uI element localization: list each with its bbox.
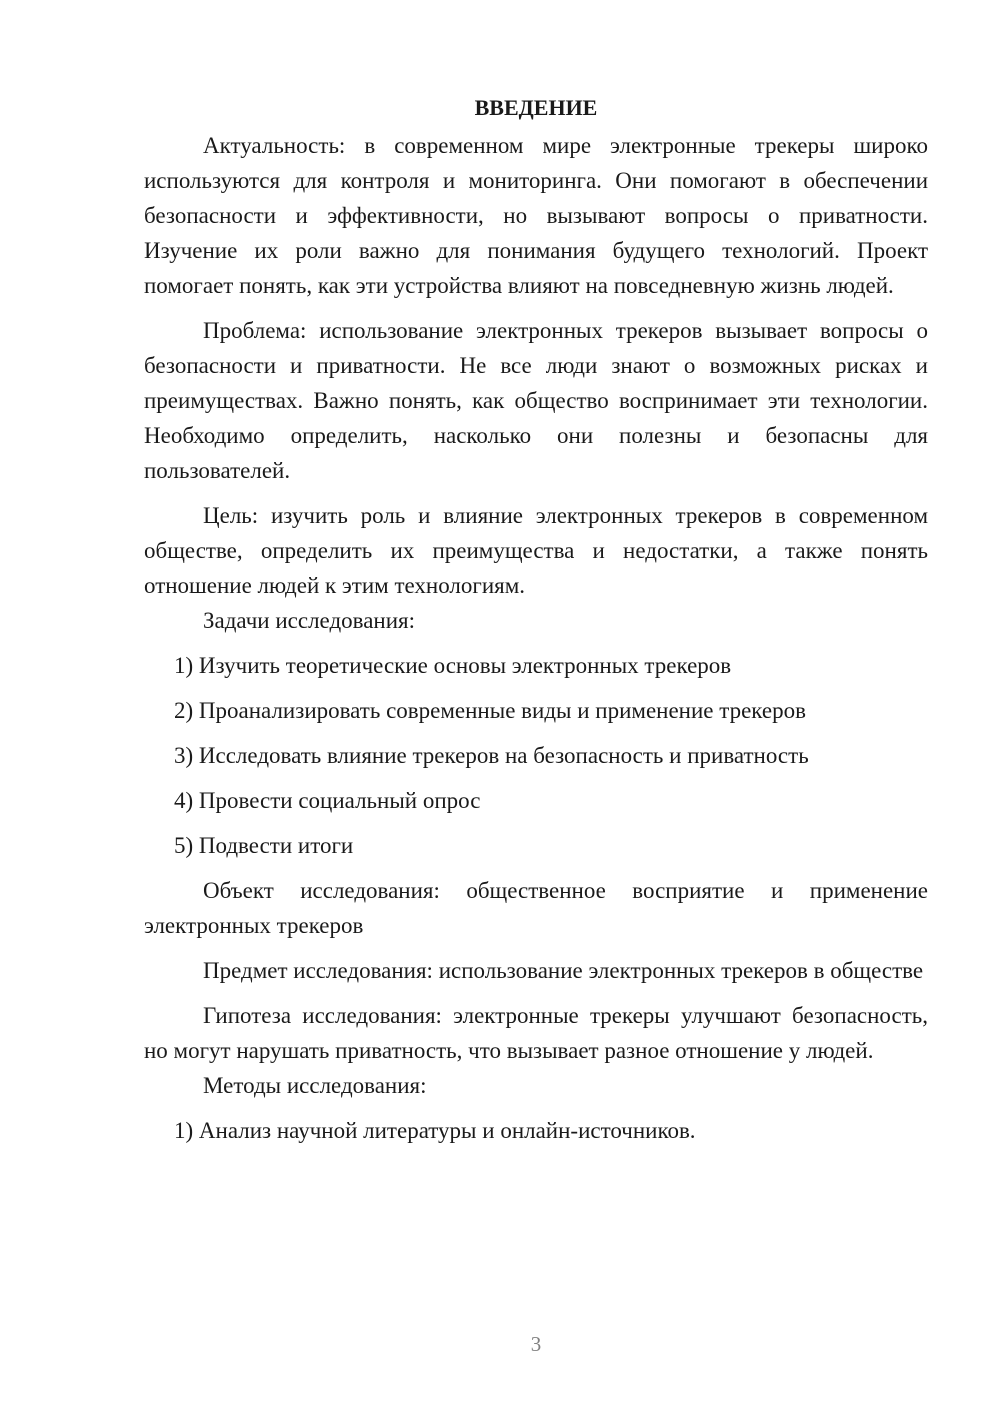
list-item: 3) Исследовать влияние трекеров на безопасность и приватность	[174, 743, 809, 768]
tasks-label: Задачи исследования:	[203, 608, 416, 633]
list-item: 1) Анализ научной литературы и онлайн-источников.	[174, 1118, 696, 1143]
list-item: 4) Провести социальный опрос	[174, 788, 481, 813]
list-item: 2) Проанализировать современные виды и применение трекеров	[174, 698, 806, 723]
subject-paragraph: Предмет исследования: использование электронных трекеров в обществе	[203, 958, 924, 983]
methods-label: Методы исследования:	[203, 1073, 427, 1098]
list-item: 1) Изучить теоретические основы электронных трекеров	[174, 653, 732, 678]
problem-paragraph: Проблема: использование электронных трекеров вызывает вопросы о безопасности и приватности. Не все люди знают о возможных рисках и преимуществах. Важно понять, как общество воспринимает эти технологии. Необходимо определить, насколько они полезны и безопасны для пользователей.	[144, 318, 928, 483]
section-heading: ВВЕДЕНИЕ	[474, 95, 598, 120]
object-paragraph: Объект исследования: общественное восприятие и применение электронных трекеров	[144, 878, 928, 938]
goal-paragraph: Цель: изучить роль и влияние электронных трекеров в современном обществе, определить их преимущества и недостатки, а также понять отношение людей к этим технологиям.	[144, 503, 928, 598]
list-item: 5) Подвести итоги	[174, 833, 354, 858]
tasks-list	[144, 648, 928, 863]
hypothesis-paragraph: Гипотеза исследования: электронные трекеры улучшают безопасность, но могут нарушать приватность, что вызывает разное отношение у людей.	[144, 1003, 928, 1063]
methods-list	[144, 1113, 928, 1148]
page-content	[144, 92, 928, 1148]
relevance-paragraph: Актуальность: в современном мире электронные трекеры широко используются для контроля и мониторинга. Они помогают в обеспечении безопасности и эффективности, но вызывают вопросы о приватности. Изучение их роли важно для понимания будущего технологий. Проект помогает понять, как эти устройства влияют на повседневную жизнь людей.	[144, 133, 928, 298]
page-number: 3	[530, 1332, 542, 1356]
